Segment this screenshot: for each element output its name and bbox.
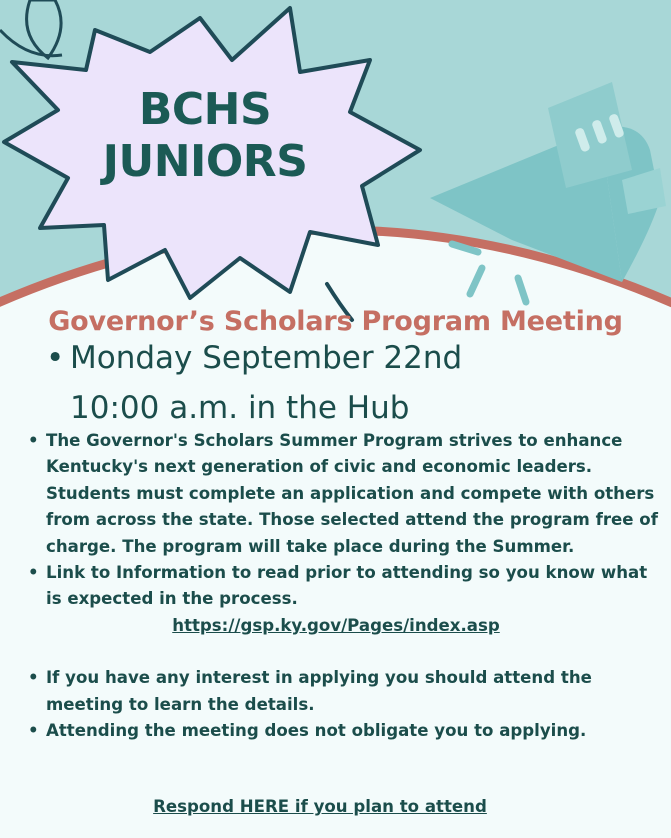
spacer: [26, 639, 666, 665]
list-item-text: The Governor's Scholars Summer Program strives to enhance Kentucky's next generation of civic and economic leaders. Students must complete an application and compete with others from across the state. Those selected attend the program free of charge. The program will take place during the Summer.: [46, 431, 658, 556]
respond-link[interactable]: Respond HERE if you plan to attend: [153, 797, 487, 816]
meeting-title: Governor’s Scholars Program Meeting: [48, 306, 623, 337]
info-list: [26, 428, 666, 744]
meeting-time-place: 10:00 a.m. in the Hub: [70, 390, 410, 426]
meeting-date: Monday September 22nd: [70, 340, 463, 376]
burst-title-line2: JUNIORS: [102, 136, 308, 187]
list-item: [26, 428, 666, 560]
bullet-dot: •: [28, 721, 39, 741]
list-item: [26, 665, 666, 718]
list-item-text: If you have any interest in applying you should attend the meeting to learn the details.: [46, 668, 592, 714]
list-item-text: Attending the meeting does not obligate you to applying.: [46, 721, 587, 741]
burst-title-line1: BCHS: [138, 84, 272, 135]
bullet-dot: •: [46, 340, 65, 376]
bullet-dot: •: [28, 563, 39, 583]
list-item: [26, 560, 666, 613]
bullet-dot: •: [28, 431, 39, 450]
bullet-dot: •: [28, 668, 39, 688]
gsp-link[interactable]: https://gsp.ky.gov/Pages/index.asp: [172, 615, 500, 635]
list-item-text: Link to Information to read prior to attending so you know what is expected in the process.: [46, 563, 648, 609]
list-item: [26, 718, 666, 744]
burst-title: [80, 84, 330, 188]
